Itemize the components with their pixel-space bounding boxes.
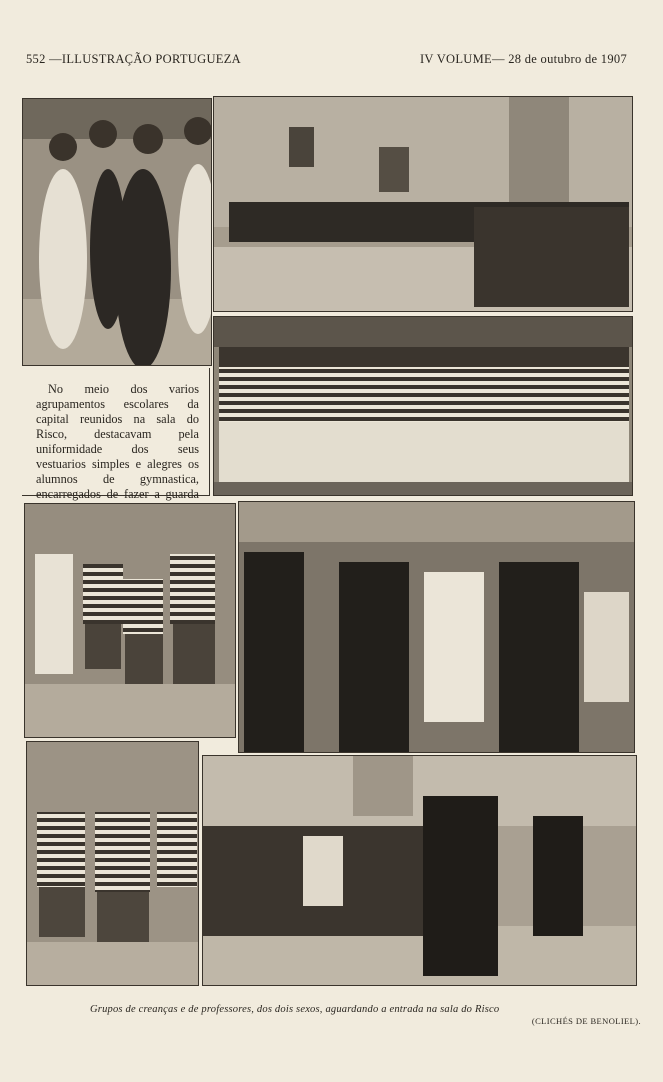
photo-credit: (CLICHÉS DE BENOLIEL). (531, 1016, 641, 1026)
photo-four-girls (22, 98, 212, 366)
article-paragraph: No meio dos varios agrupamentos escolares da capital reunidos na sala do Risco, destacavam pela uniformidade dos seus vestuarios simples e alegres os alumnos de gymnastica, encarregados de fazer a guarda (36, 382, 199, 501)
header-volume-date: IV VOLUME— 28 de outubro de 1907 (419, 52, 627, 66)
photo-caption: Grupos de creanças e de professores, dos dois sexos, aguardando a entrada na sala do Risco (90, 1004, 500, 1015)
header-page-title: 552 —ILLUSTRAÇÃO PORTUGUEZA (26, 52, 241, 66)
photo-street-children-women (202, 755, 637, 986)
photo-three-girls (26, 741, 199, 986)
photo-gymnastics-boys (213, 316, 633, 496)
article-text-box (22, 368, 210, 501)
photo-teachers-and-children (238, 501, 635, 753)
photo-street-row-boys (213, 96, 633, 312)
photo-girls-striped (24, 503, 236, 738)
page-header (26, 52, 627, 72)
